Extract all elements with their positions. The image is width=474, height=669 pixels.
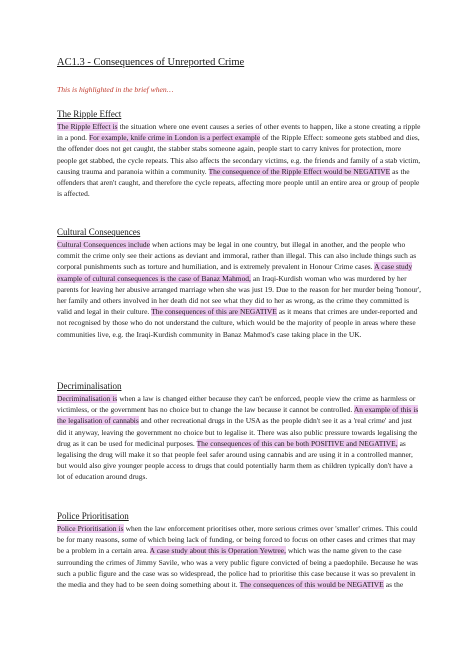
section-heading: Police Prioritisation [57, 511, 129, 521]
body-text: as legalising the drug will make it so that people feel safer around using cannabis and are using it in a controlled manner, but would also give younger people access to drugs that could potentially harm them as children typically don't have a lot of education around drugs. [57, 438, 413, 482]
section-paragraph [57, 121, 422, 199]
section-heading: Decriminalisation [57, 381, 122, 391]
highlighted-text: Police Prioritisation is [57, 524, 124, 533]
highlighted-text: A case study example of cultural consequences is the case of Banaz Mahmod, [57, 262, 413, 283]
section-decriminalisation [57, 380, 422, 483]
body-text: when the law enforcement prioritises other, more serious crimes over 'smaller' crimes. This could be for many reasons, some of which being lack of funding, or being forced to focus on other cases and crimes that may be a problem in a certain area. [57, 524, 418, 556]
highlighted-text: The Ripple Effect is [57, 122, 118, 131]
highlighted-text: The consequence of the Ripple Effect would be NEGATIVE [208, 166, 391, 176]
section-paragraph [57, 523, 422, 590]
section-cultural-consequences [57, 226, 422, 340]
highlighted-text: Cultural Consequences include [57, 240, 150, 249]
highlighted-text: For example, knife crime in London is a perfect example [89, 133, 261, 143]
section-heading: Cultural Consequences [57, 227, 141, 237]
body-text: of the Ripple Effect: someone gets stabbed and dies, the offender does not get caught, the stabber stabs someone again, people start to carry knives for protection, more people get stabbed, the cycle repeats. This also affects the secondary victims, e.g. the friends and family of a stab victim, causing trauma and paranoia within a community. [57, 133, 421, 176]
highlighted-text: The consequences of this are NEGATIVE [151, 307, 277, 317]
body-text: when actions may be legal in one country, but illegal in another, and the people who commit the crime only see their actions as deviant and immoral, rather than illegal. This can also include things such as corporal punishments such as torture and humiliation, and is extremely prevalent in Honour Crime cases. [57, 240, 417, 272]
section-paragraph [57, 239, 422, 340]
body-text: and other recreational drugs in the USA as the people didn't see it as a 'real crime' and just did it anyway, leaving the government no choice but to legalise it. There was also public pressure towards legalising the drug as it can be used for medicinal purposes. [57, 416, 418, 448]
section-heading: The Ripple Effect [57, 109, 122, 119]
body-text: as it means that crimes are under-reported and not recognised by those who do not understand the culture, which would be the majority of people in areas where these communities live, e.g. the Iraqi-Kurdish community in Banaz Mahmod's case taking place in the UK. [57, 307, 418, 339]
highlighted-text: A case study about this is Operation Yewtree, [149, 546, 286, 556]
section-police-prioritisation [57, 510, 422, 590]
section-ripple-effect [57, 108, 422, 199]
highlighted-text: The consequences of this would be NEGATIVE [239, 580, 384, 590]
highlighted-text: Decriminalisation is [57, 394, 118, 403]
section-paragraph [57, 393, 422, 483]
body-text: an Iraqi-Kurdish woman who was murdered by her parents for leaving her abusive arranged marriage when she was just 19. Due to the reason for her murder being 'honour', her family and others involved in her death did not see what they did to her as wrong, as the crime they committed is valid and legal in their culture. [57, 273, 421, 317]
highlighted-text: An example of this is the legalisation of cannabis [57, 405, 419, 426]
body-text: which was the name given to the case surrounding the crimes of Jimmy Savile, who was a very public figure convicted of being a paedophile. Because he was such a public figure and the case was so widespread, the police had to prioritise this case because it was so prevalent in the media and they had to be seen doing something about it. [57, 546, 418, 590]
body-text: as the [383, 580, 404, 590]
body-text: the situation where one event causes a series of other events to happen, like a stone creating a ripple in a pond. [57, 122, 421, 143]
highlighted-text: The consequences of this can be both POSITIVE and NEGATIVE, [196, 438, 398, 448]
body-text: as the offenders that aren't caught, and therefore the cycle repeats, affecting more people until an entire area or group of people is affected. [57, 166, 420, 199]
document-title: AC1.3 - Consequences of Unreported Crime [57, 57, 245, 68]
body-text: when a law is changed either because they can't be enforced, people view the crime as harmless or victimless, or the government has no choice but to change the law because it cannot be controlled. [57, 394, 416, 415]
intro-note: This is highlighted in the brief when… [57, 85, 174, 94]
